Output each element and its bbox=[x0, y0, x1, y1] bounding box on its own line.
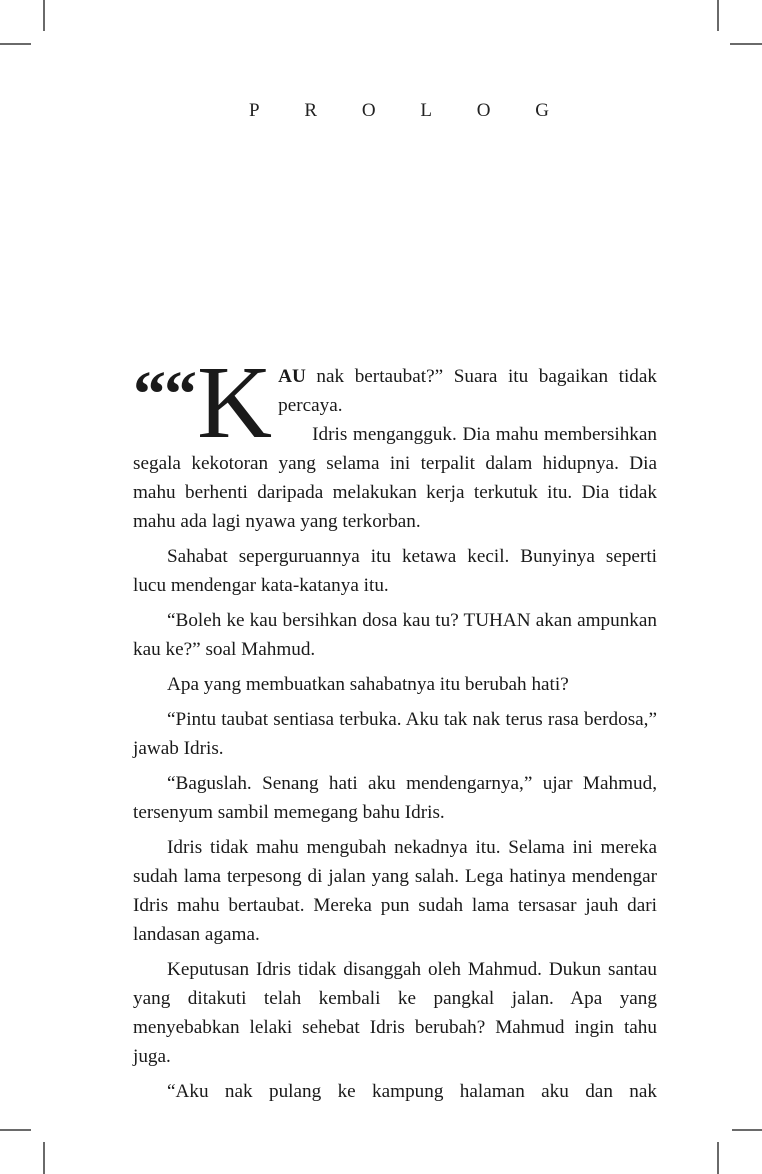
title-letter: O bbox=[361, 100, 376, 121]
crop-mark-top-left-horizontal bbox=[0, 43, 31, 45]
title-letter: R bbox=[304, 100, 318, 121]
title-letter: G bbox=[535, 100, 549, 121]
crop-mark-top-left-vertical bbox=[43, 0, 45, 31]
crop-mark-bottom-right-vertical bbox=[717, 1142, 719, 1174]
crop-mark-bottom-right-horizontal bbox=[732, 1129, 762, 1131]
chapter-title bbox=[249, 100, 549, 126]
title-letter: O bbox=[476, 100, 491, 121]
opening-paragraph bbox=[133, 345, 657, 460]
crop-mark-top-right-horizontal bbox=[730, 43, 762, 45]
crop-mark-bottom-left-vertical bbox=[43, 1142, 45, 1174]
body-text bbox=[133, 345, 657, 1112]
crop-mark-top-right-vertical bbox=[717, 0, 719, 31]
opening-line: nak bertaubat?” Suara itu bagaikan tidak percaya. bbox=[278, 366, 657, 416]
drop-cap-quote: ““ bbox=[133, 358, 195, 431]
paragraph: Apa yang membuatkan sahabatnya itu berubah hati? bbox=[167, 674, 569, 695]
drop-cap bbox=[133, 345, 273, 460]
paragraph: “Aku nak pulang ke kampung halaman aku dan nak bbox=[167, 1081, 657, 1102]
paragraph: Idris tidak mahu mengubah nekadnya itu. Selama ini mereka sudah lama terpesong di jalan yang salah. Lega hatinya mendengar Idris mahu bertaubat. Mereka pun sudah lama tersasar jauh dari landasan agama. bbox=[133, 837, 657, 945]
title-letter: P bbox=[249, 100, 260, 121]
lead-in-bold: AU bbox=[278, 366, 306, 387]
paragraph: “Pintu taubat sentiasa terbuka. Aku tak nak terus rasa berdosa,” jawab Idris. bbox=[133, 709, 657, 759]
paragraph: Keputusan Idris tidak disanggah oleh Mahmud. Dukun santau yang ditakuti telah kembali ke pangkal jalan. Apa yang menyebabkan lelaki sehebat Idris berubah? Mahmud ingin tahu juga. bbox=[133, 959, 657, 1067]
paragraph: “Baguslah. Senang hati aku mendengarnya,” ujar Mahmud, tersenyum sambil memegang bahu Idris. bbox=[133, 773, 657, 823]
title-letter: L bbox=[420, 100, 432, 121]
paragraph: “Boleh ke kau bersihkan dosa kau tu? TUHAN akan ampunkan kau ke?” soal Mahmud. bbox=[133, 610, 657, 660]
paragraph: Sahabat seperguruannya itu ketawa kecil. Bunyinya seperti lucu mendengar kata-katanya itu. bbox=[133, 546, 657, 596]
drop-cap-letter: K bbox=[197, 345, 273, 460]
paragraph: Idris mengangguk. Dia mahu membersihkan segala kekotoran yang selama ini terpalit dalam hidupnya. Dia mahu berhenti daripada melakukan kerja terkutuk itu. Dia tidak mahu ada lagi nyawa yang terkorban. bbox=[133, 424, 657, 532]
crop-mark-bottom-left-horizontal bbox=[0, 1129, 31, 1131]
